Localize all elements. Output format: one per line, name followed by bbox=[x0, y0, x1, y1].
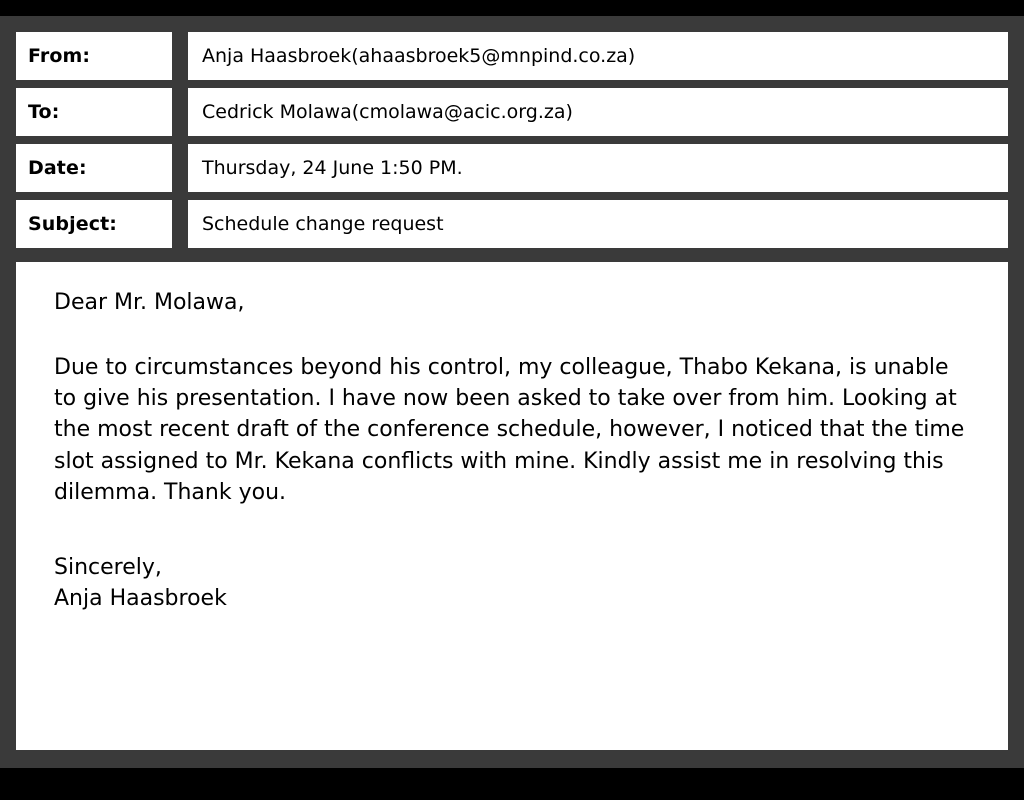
subject-label: Subject: bbox=[16, 200, 172, 248]
email-paragraph: Due to circumstances beyond his control, my colleague, Thabo Kekana, is unable to give his presentation. I have now been asked to take over from him. Looking at the most recent draft of the conference schedule, however, I noticed that the time slot assigned to Mr. Kekana conflicts with mine. Kindly assist me in resolving this dilemma. Thank you. bbox=[54, 355, 965, 505]
email-salutation: Dear Mr. Molawa, bbox=[54, 290, 245, 315]
email-signature: Anja Haasbroek bbox=[54, 586, 227, 612]
email-document bbox=[0, 16, 1024, 768]
email-header-row-from bbox=[16, 32, 1008, 80]
email-body bbox=[16, 262, 1008, 750]
email-header-row-subject bbox=[16, 200, 1008, 248]
date-value: Thursday, 24 June 1:50 PM. bbox=[188, 144, 1008, 192]
subject-value: Schedule change request bbox=[188, 200, 1008, 248]
email-header-row-to bbox=[16, 88, 1008, 136]
to-label: To: bbox=[16, 88, 172, 136]
to-value: Cedrick Molawa(cmolawa@acic.org.za) bbox=[188, 88, 1008, 136]
email-closing bbox=[54, 552, 974, 614]
date-label: Date: bbox=[16, 144, 172, 192]
email-header-row-date bbox=[16, 144, 1008, 192]
email-closing-line: Sincerely, bbox=[54, 555, 162, 581]
from-value: Anja Haasbroek(ahaasbroek5@mnpind.co.za) bbox=[188, 32, 1008, 80]
from-label: From: bbox=[16, 32, 172, 80]
